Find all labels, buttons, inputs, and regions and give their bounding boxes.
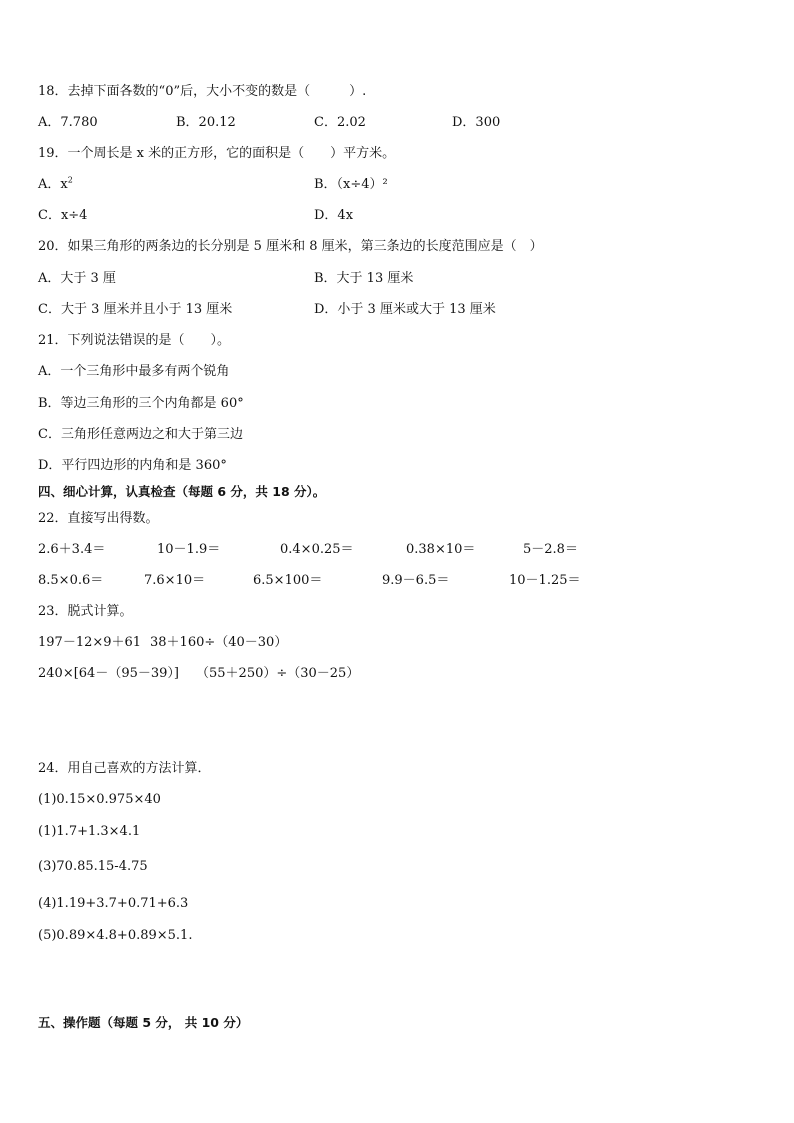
q23-item: 38＋160÷（40－30） <box>150 635 288 650</box>
q20-option-c: C．大于 3 厘米并且小于 13 厘米 <box>38 302 233 317</box>
q24-item: (5)0.89×4.8+0.89×5.1. <box>38 928 193 943</box>
q19-option-c: C．x÷4 <box>38 208 88 223</box>
q22-item: 8.5×0.6＝ <box>38 573 104 588</box>
q22-item: 9.9－6.5＝ <box>382 573 450 588</box>
q20-stem: 20．如果三角形的两条边的长分别是 5 厘米和 8 厘米，第三条边的长度范围应是（ ） <box>38 239 543 254</box>
q23-item: （55＋250）÷（30－25） <box>196 666 360 681</box>
q23-stem: 23．脱式计算。 <box>38 604 133 619</box>
q19-option-a <box>38 177 73 193</box>
q20-option-d: D．小于 3 厘米或大于 13 厘米 <box>314 302 496 317</box>
q21-option-d: D．平行四边形的内角和是 360° <box>38 458 227 473</box>
section4-title: 四、细心计算，认真检查（每题 6 分，共 18 分）。 <box>38 484 326 499</box>
q22-item: 10－1.25＝ <box>509 573 581 588</box>
q19-option-b: B．（x÷4）² <box>314 177 388 192</box>
q19-stem: 19．一个周长是 x 米的正方形，它的面积是（ ）平方米。 <box>38 146 396 161</box>
q24-item: (3)70.85.15-4.75 <box>38 859 148 874</box>
q21-option-b: B．等边三角形的三个内角都是 60° <box>38 396 244 411</box>
q23-item: 240×[64－（95－39）] <box>38 666 179 681</box>
q20-option-a: A．大于 3 厘 <box>38 271 116 286</box>
q22-item: 7.6×10＝ <box>144 573 206 588</box>
q22-stem: 22．直接写出得数。 <box>38 511 159 526</box>
q18-option-a: A．7.780 <box>38 115 98 130</box>
q24-stem: 24．用自己喜欢的方法计算． <box>38 761 211 776</box>
q22-item: 10－1.9＝ <box>157 542 221 557</box>
q22-item: 0.38×10＝ <box>406 542 476 557</box>
q22-item: 5－2.8＝ <box>523 542 578 557</box>
q23-item: 197－12×9＋61 <box>38 635 142 650</box>
q24-item: (1)0.15×0.975×40 <box>38 792 161 807</box>
q18-option-d: D．300 <box>452 115 501 130</box>
q21-option-a: A．一个三角形中最多有两个锐角 <box>38 364 230 379</box>
q19-option-a-text: A．x <box>38 177 68 192</box>
q21-stem: 21．下列说法错误的是（ ）。 <box>38 333 231 348</box>
q19-option-d: D．4x <box>314 208 354 223</box>
q19-option-a-exponent: 2 <box>67 175 73 185</box>
q18-stem: 18．去掉下面各数的“0”后，大小不变的数是（ ）. <box>38 84 367 99</box>
q22-item: 0.4×0.25＝ <box>280 542 354 557</box>
section5-title: 五、操作题（每题 5 分， 共 10 分） <box>38 1015 249 1030</box>
q24-item: (1)1.7+1.3×4.1 <box>38 824 141 839</box>
q20-option-b: B．大于 13 厘米 <box>314 271 414 286</box>
q24-item: (4)1.19+3.7+0.71+6.3 <box>38 896 189 911</box>
q22-item: 6.5×100＝ <box>253 573 323 588</box>
q18-option-b: B．20.12 <box>176 115 236 130</box>
q22-item: 2.6＋3.4＝ <box>38 542 106 557</box>
q21-option-c: C．三角形任意两边之和大于第三边 <box>38 427 243 442</box>
q18-option-c: C．2.02 <box>314 115 366 130</box>
